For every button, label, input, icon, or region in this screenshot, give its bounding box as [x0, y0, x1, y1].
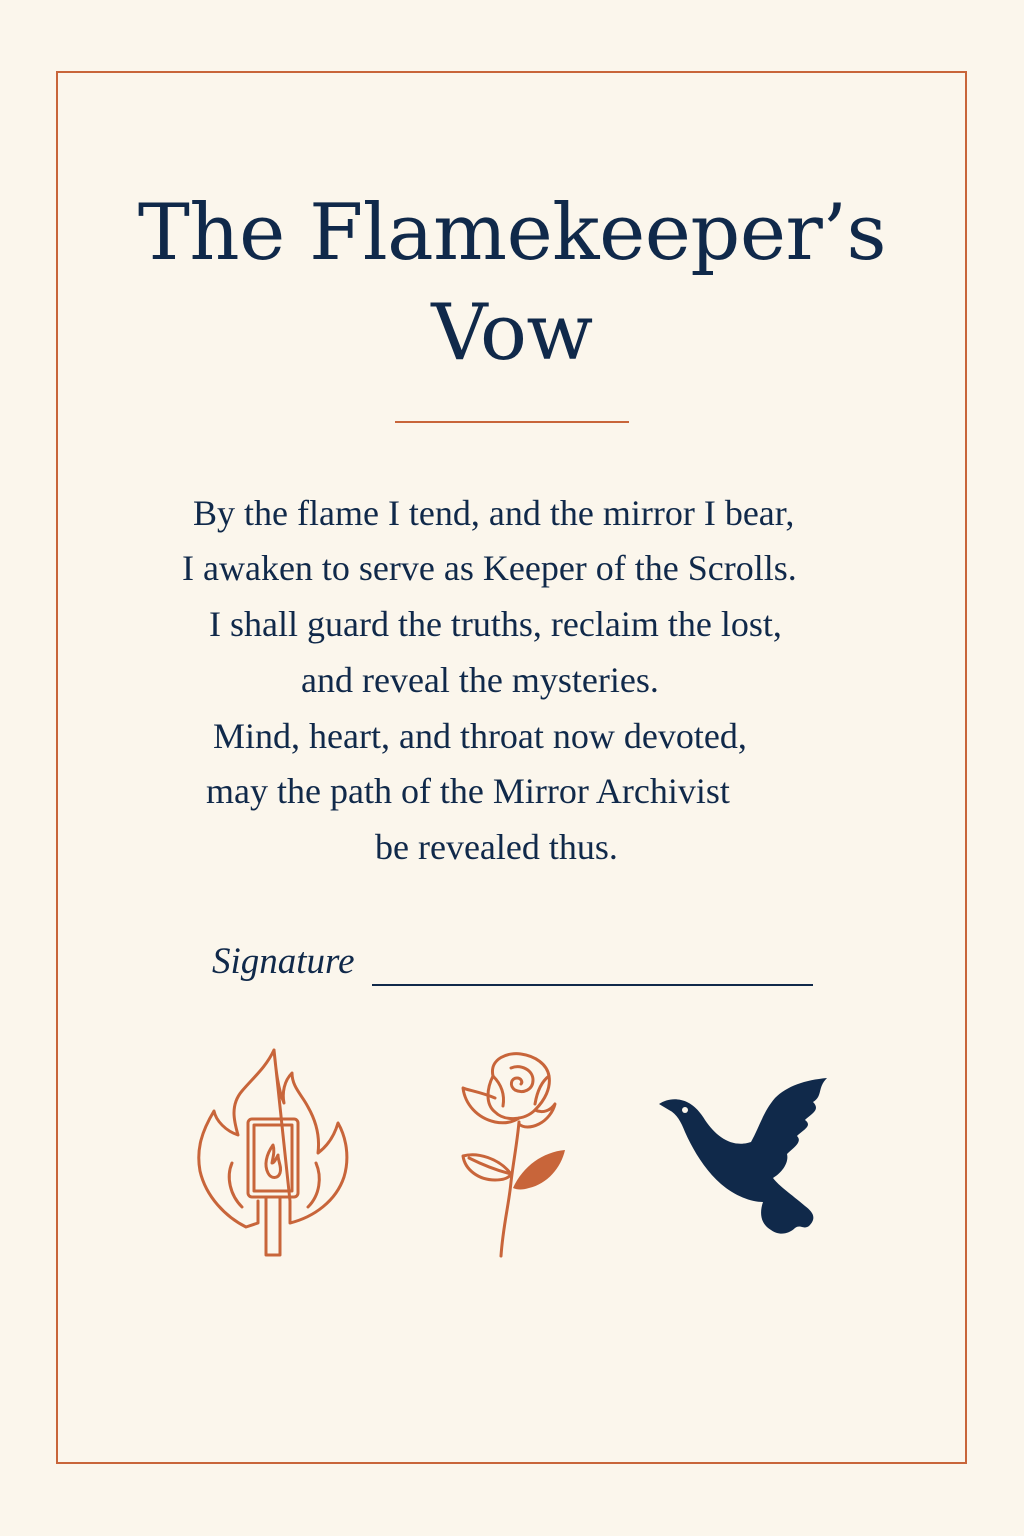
verse-line-7: be revealed thus. [375, 827, 618, 867]
verse-line-4: and reveal the mysteries. [301, 660, 659, 700]
page-title-line-2: Vow [431, 288, 593, 378]
signature-label: Signature [212, 941, 355, 982]
verse-line-5: Mind, heart, and throat now devoted, [213, 716, 747, 756]
signature-line[interactable] [372, 984, 813, 986]
page-title-line-1: The Flamekeeper’s [137, 188, 887, 278]
flaming-torch-icon [196, 1045, 356, 1260]
rose-icon [455, 1048, 567, 1260]
verse-line-1: By the flame I tend, and the mirror I bear, [193, 493, 795, 533]
verse-line-2: I awaken to serve as Keeper of the Scrolls. [182, 548, 797, 588]
dove-icon [655, 1078, 830, 1238]
title-divider [395, 421, 629, 423]
verse-line-6: may the path of the Mirror Archivist [206, 771, 730, 811]
verse-line-3: I shall guard the truths, reclaim the lost, [209, 604, 782, 644]
